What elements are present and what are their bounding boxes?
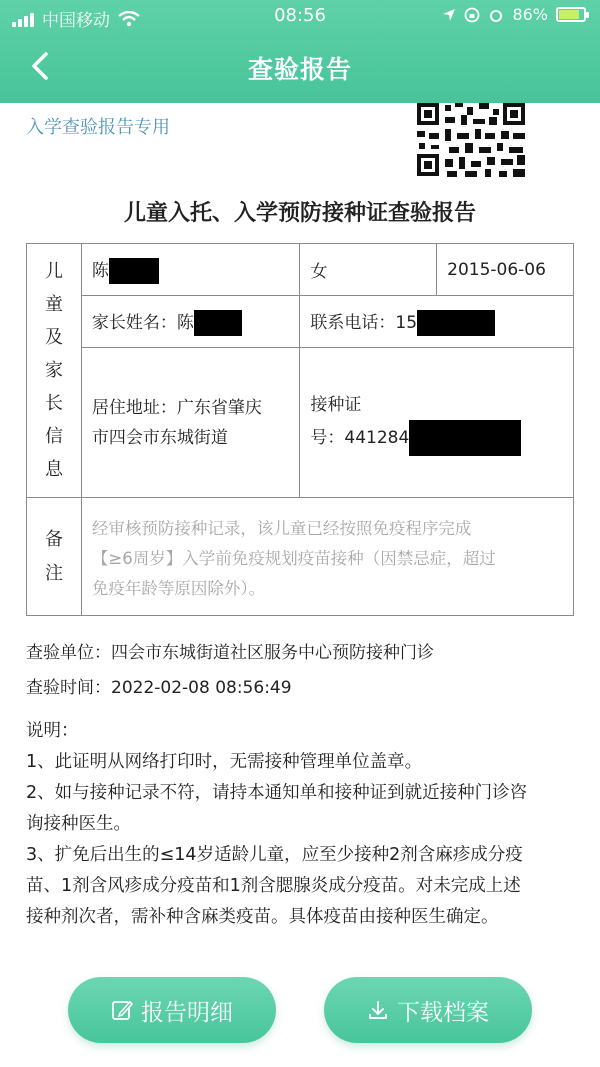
- info-table: [26, 243, 574, 616]
- redaction-block: [194, 310, 242, 336]
- phone-cell: [300, 296, 574, 348]
- status-bar: [0, 0, 600, 34]
- app-header: [0, 0, 600, 103]
- redaction-block: [417, 310, 495, 336]
- carrier-label: 中国移动: [42, 11, 110, 31]
- cert-number: 号：441284: [310, 427, 410, 448]
- phone-label: 联系电话：15: [310, 312, 418, 333]
- birth-date: 2015-06-06: [437, 244, 574, 296]
- section-label-child-parent: 儿 童 及 家 长 信 息: [27, 244, 82, 498]
- gender: 女: [300, 244, 437, 296]
- child-name-cell: [81, 244, 300, 296]
- battery-percent: 86%: [512, 5, 548, 24]
- qr-code-icon: [415, 103, 527, 178]
- report-detail-label: 报告明细: [141, 999, 233, 1026]
- download-archive-label: 下载档案: [397, 999, 489, 1026]
- edit-icon: [111, 999, 133, 1021]
- redaction-block: [409, 420, 521, 456]
- report-heading: 儿童入托、入学预防接种证查验报告: [123, 201, 476, 226]
- alarm-icon: [488, 7, 504, 23]
- download-icon: [367, 999, 389, 1021]
- note-item: 3、扩免后出生的≤14岁适龄儿童，应至少接种2剂含麻疹成分疫: [26, 845, 523, 865]
- note-item: 2、如与接种记录不符，请持本通知单和接种证到就近接种门诊咨: [26, 783, 528, 803]
- location-icon: [442, 8, 456, 22]
- check-time: 查验时间：2022-02-08 08:56:49: [26, 678, 292, 698]
- report-detail-button[interactable]: [68, 977, 276, 1043]
- note-item: 苗、1剂含风疹成分疫苗和1剂含腮腺炎成分疫苗。对未完成上述: [26, 876, 521, 896]
- address-line: 市四会市东城街道: [91, 427, 228, 448]
- child-name: 陈: [91, 260, 109, 281]
- clock: 08:56: [274, 5, 326, 26]
- download-archive-button[interactable]: [324, 977, 532, 1043]
- redaction-block: [109, 258, 159, 284]
- cert-label: 接种证: [310, 394, 362, 415]
- battery-icon: [556, 7, 586, 22]
- note-item: 1、此证明从网络打印时，无需接种管理单位盖章。: [26, 752, 423, 772]
- address-line: 居住地址：广东省肇庆: [91, 397, 262, 418]
- notes-heading: 说明：: [26, 721, 79, 741]
- report-type-label: 入学查验报告专用: [26, 117, 170, 138]
- remark-text: 经审核预防接种记录，该儿童已经按照免疫程序完成 【≥6周岁】入学前免疫规划疫苗接种（因禁忌症，超过 免疫年龄等原因除外）。: [81, 498, 573, 616]
- remark-label: 备 注: [27, 498, 82, 616]
- note-item: 询接种医生。: [26, 814, 131, 834]
- check-unit: 查验单位：四会市东城街道社区服务中心预防接种门诊: [26, 643, 434, 663]
- page-title: 查验报告: [247, 55, 352, 84]
- rotation-lock-icon: [464, 7, 480, 23]
- parent-name-cell: [81, 296, 300, 348]
- cert-cell: [300, 348, 574, 498]
- parent-name: 家长姓名：陈: [91, 312, 194, 333]
- notes-section: [26, 716, 578, 933]
- address-cell: [81, 348, 300, 498]
- note-item: 接种剂次者，需补种含麻类疫苗。具体疫苗由接种医生确定。: [26, 907, 499, 927]
